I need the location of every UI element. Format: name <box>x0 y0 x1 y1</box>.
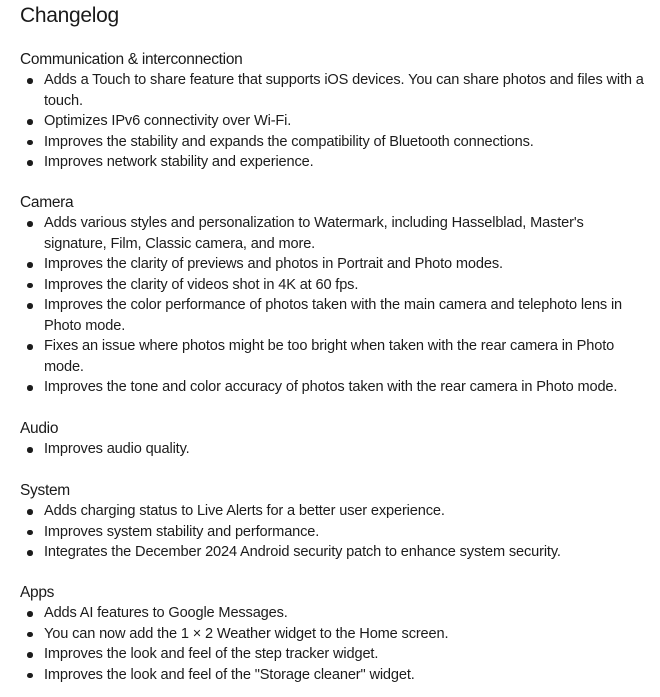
list-item: Integrates the December 2024 Android security patch to enhance system security. <box>20 542 650 563</box>
list-item: Adds charging status to Live Alerts for a better user experience. <box>20 501 650 522</box>
bullet-icon <box>27 303 33 309</box>
section-heading: Apps <box>20 584 55 601</box>
bullet-icon <box>27 78 33 84</box>
bullet-list <box>20 603 650 685</box>
bullet-icon <box>27 611 33 617</box>
list-item: Adds various styles and personalization to Watermark, including Hasselblad, Master's signature, Film, Classic camera, and more. <box>20 213 650 254</box>
bullet-list <box>20 439 650 460</box>
section-system <box>20 481 650 563</box>
bullet-list <box>20 501 650 563</box>
bullet-icon <box>27 385 33 391</box>
list-item: Adds a Touch to share feature that supports iOS devices. You can share photos and files with a touch. <box>20 70 650 111</box>
list-item: Improves the tone and color accuracy of photos taken with the rear camera in Photo mode. <box>20 377 650 398</box>
section-heading: Camera <box>20 194 74 211</box>
bullet-icon <box>27 283 33 289</box>
section-communication <box>20 50 650 173</box>
list-item: Improves audio quality. <box>20 439 650 460</box>
list-item: Fixes an issue where photos might be too bright when taken with the rear camera in Photo mode. <box>20 336 650 377</box>
bullet-icon <box>27 119 33 125</box>
bullet-list <box>20 70 650 173</box>
bullet-icon <box>27 652 33 658</box>
section-apps <box>20 583 650 685</box>
list-item: Optimizes IPv6 connectivity over Wi-Fi. <box>20 111 650 132</box>
bullet-icon <box>27 509 33 515</box>
list-item: You can now add the 1 × 2 Weather widget to the Home screen. <box>20 624 650 645</box>
list-item: Adds AI features to Google Messages. <box>20 603 650 624</box>
bullet-icon <box>27 140 33 146</box>
bullet-list <box>20 213 650 398</box>
list-item: Improves the look and feel of the step tracker widget. <box>20 644 650 665</box>
list-item: Improves the clarity of videos shot in 4K at 60 fps. <box>20 275 650 296</box>
section-heading: Communication & interconnection <box>20 51 243 68</box>
list-item: Improves the clarity of previews and photos in Portrait and Photo modes. <box>20 254 650 275</box>
bullet-icon <box>27 262 33 268</box>
bullet-icon <box>27 447 33 453</box>
list-item: Improves system stability and performance. <box>20 522 650 543</box>
list-item: Improves the look and feel of the "Storage cleaner" widget. <box>20 665 650 686</box>
bullet-icon <box>27 160 33 166</box>
list-item: Improves the stability and expands the compatibility of Bluetooth connections. <box>20 132 650 153</box>
section-heading: System <box>20 482 70 499</box>
bullet-icon <box>27 530 33 536</box>
bullet-icon <box>27 550 33 556</box>
bullet-icon <box>27 344 33 350</box>
list-item: Improves network stability and experience. <box>20 152 650 173</box>
page-title: Changelog <box>20 4 119 27</box>
bullet-icon <box>27 673 33 679</box>
section-audio <box>20 419 650 460</box>
section-camera <box>20 193 650 398</box>
section-heading: Audio <box>20 420 59 437</box>
list-item: Improves the color performance of photos taken with the main camera and telephoto lens in Photo mode. <box>20 295 650 336</box>
bullet-icon <box>27 632 33 638</box>
bullet-icon <box>27 221 33 227</box>
